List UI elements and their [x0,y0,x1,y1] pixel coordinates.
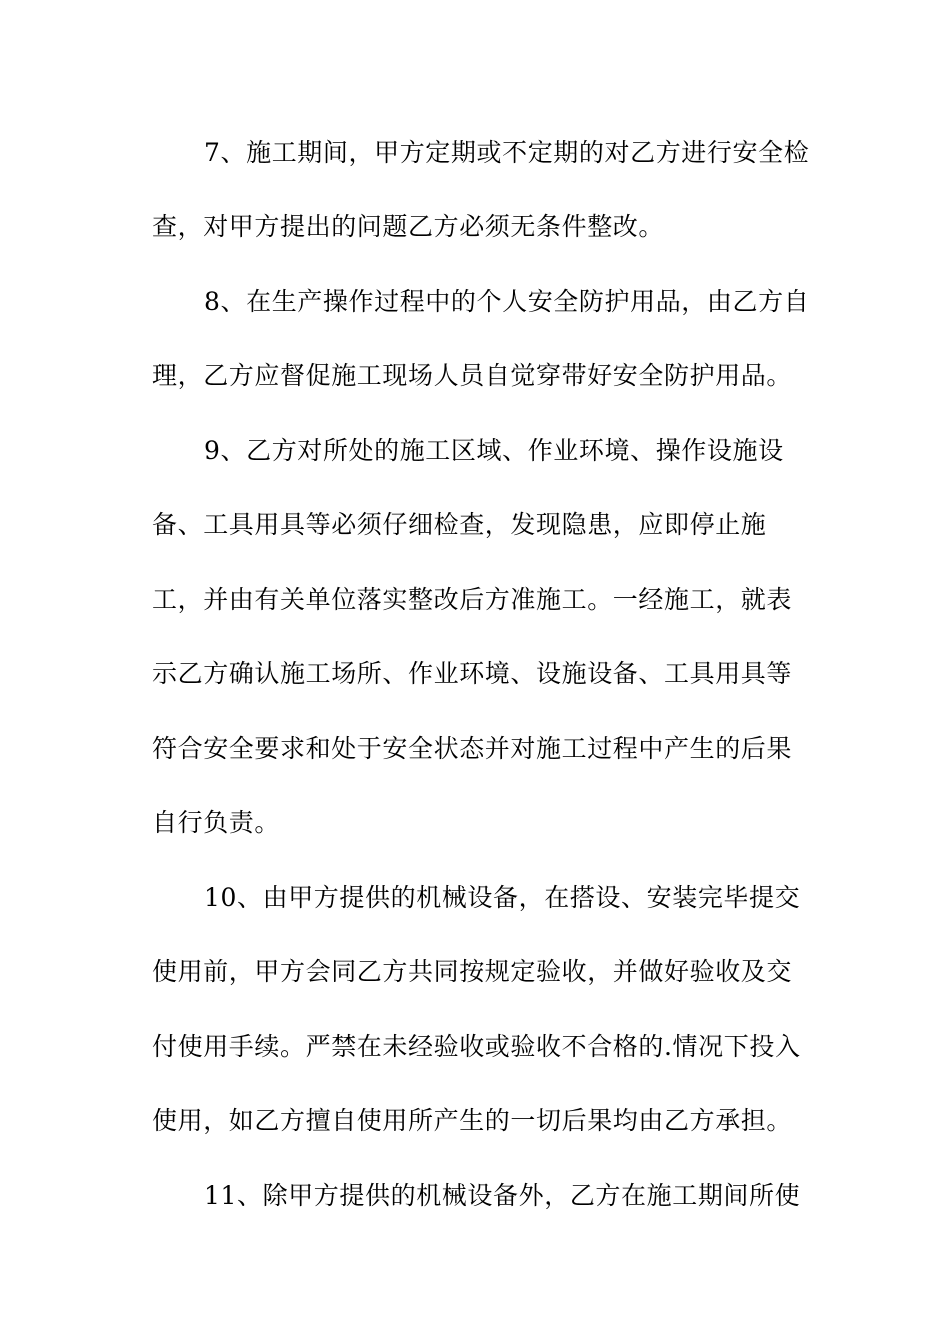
paragraph-8-line-1: 8、在生产操作过程中的个人安全防护用品，由乙方自 [204,287,810,316]
paragraph-9-line-5: 符合安全要求和处于安全状态并对施工过程中产生的后果 [152,734,793,763]
paragraph-9-line-1: 9、乙方对所处的施工区域、作业环境、操作设施设 [204,436,784,465]
paragraph-10-line-2: 使用前，甲方会同乙方共同按规定验收，并做好验收及交 [152,957,793,986]
paragraph-7-line-2: 查，对甲方提出的问题乙方必须无条件整改。 [152,212,665,241]
paragraph-9-line-6: 自行负责。 [152,808,281,837]
paragraph-9-line-4: 示乙方确认施工场所、作业环境、设施设备、工具用具等 [152,659,793,688]
paragraph-9-line-2: 备、工具用具等必须仔细检查，发现隐患，应即停止施 [152,510,767,539]
paragraph-8-line-2: 理，乙方应督促施工现场人员自觉穿带好安全防护用品。 [152,361,793,390]
paragraph-11-line-1: 11、除甲方提供的机械设备外，乙方在施工期间所使 [204,1181,801,1210]
paragraph-9-line-3: 工，并由有关单位落实整改后方准施工。一经施工，就表 [152,585,793,614]
paragraph-10-line-3: 付使用手续。严禁在未经验收或验收不合格的.情况下投入 [152,1032,801,1061]
paragraph-7-line-1: 7、施工期间，甲方定期或不定期的对乙方进行安全检 [204,138,810,167]
paragraph-10-line-1: 10、由甲方提供的机械设备，在搭设、安装完毕提交 [204,883,801,912]
paragraph-10-line-4: 使用，如乙方擅自使用所产生的一切后果均由乙方承担。 [152,1106,793,1135]
